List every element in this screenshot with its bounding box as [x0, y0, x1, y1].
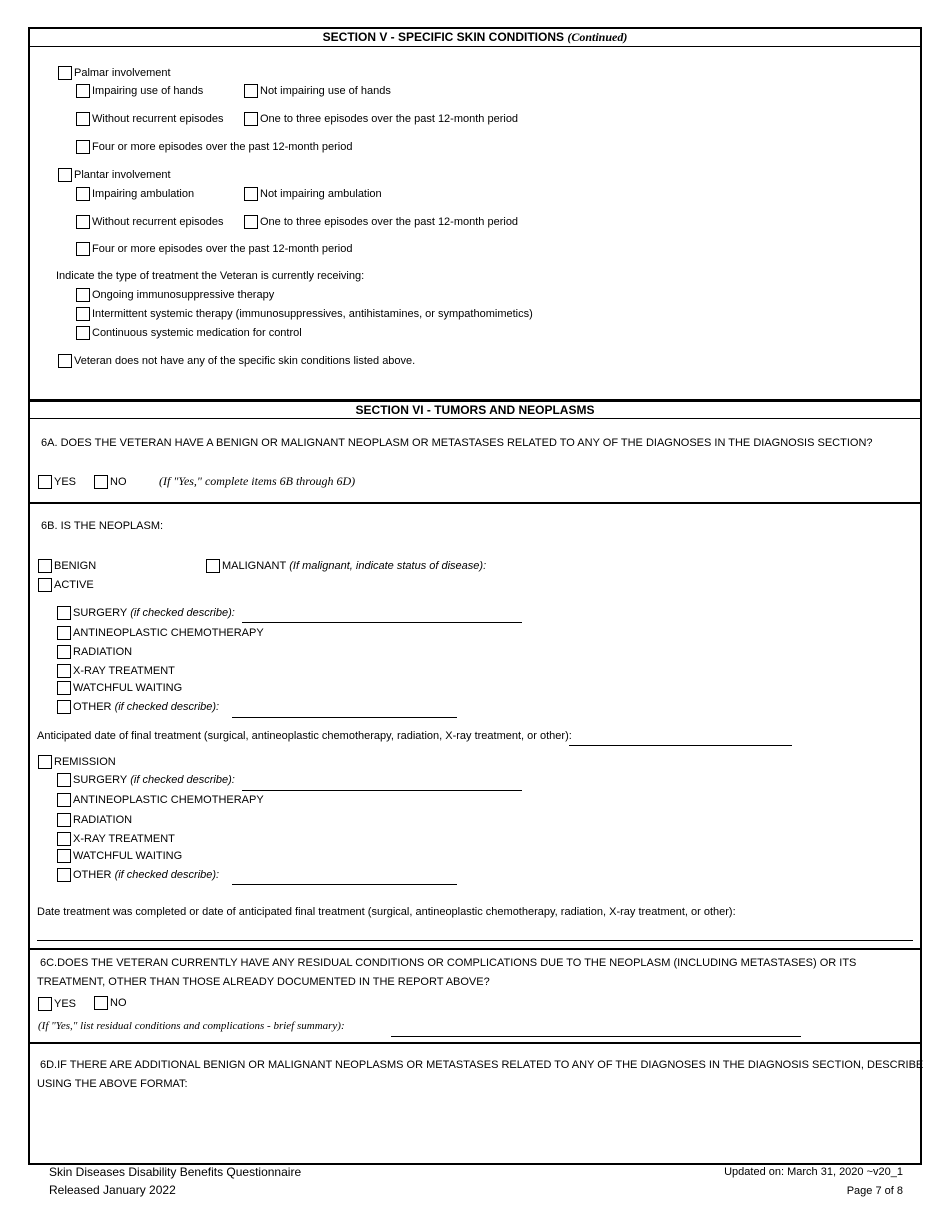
checkbox-box[interactable]	[57, 813, 71, 827]
checkbox-box[interactable]	[57, 606, 71, 620]
checkbox-box[interactable]	[38, 559, 52, 573]
anticipated-date-label: Anticipated date of final treatment (surgical, antineoplastic chemotherapy, radiation, X-ray treatment, or other):	[37, 730, 572, 742]
anticipated-date-field[interactable]	[569, 745, 792, 746]
palmar-involvement-checkbox[interactable]	[58, 66, 171, 80]
palmar-four-or-more-label: Four or more episodes over the past 12-month period	[92, 141, 353, 153]
treatment-intermittent-label: Intermittent systemic therapy (immunosuppressives, antihistamines, or sympathomimetics)	[92, 308, 533, 320]
remission-other-note: (if checked describe):	[114, 869, 220, 881]
q6b-remission-label: REMISSION	[54, 756, 116, 768]
q6a-no-checkbox[interactable]	[94, 475, 127, 489]
treatment-continuous-label: Continuous systemic medication for control	[92, 327, 302, 339]
plantar-impairing-label: Impairing ambulation	[92, 188, 195, 200]
plantar-without-recurrent-checkbox[interactable]	[76, 215, 223, 229]
checkbox-box[interactable]	[58, 66, 72, 80]
checkbox-box[interactable]	[76, 187, 90, 201]
plantar-one-to-three-label: One to three episodes over the past 12-month period	[260, 216, 519, 228]
no-specific-skin-conditions-checkbox[interactable]	[58, 354, 415, 368]
active-watchful-checkbox[interactable]	[57, 681, 182, 695]
q6a-note: (If "Yes," complete items 6B through 6D)	[159, 474, 356, 488]
q6b-remission-checkbox[interactable]	[38, 755, 116, 769]
checkbox-box[interactable]	[94, 475, 108, 489]
q6a-no-label: NO	[110, 476, 127, 488]
remission-other-checkbox[interactable]	[57, 868, 219, 882]
q6b-active-checkbox[interactable]	[38, 578, 94, 592]
active-surgery-note: (if checked describe):	[130, 607, 235, 619]
question-6c-line2: TREATMENT, OTHER THAN THOSE ALREADY DOCUMENTED IN THE REPORT ABOVE?	[37, 976, 490, 988]
palmar-not-impairing-checkbox[interactable]	[244, 84, 391, 98]
q6a-yes-checkbox[interactable]	[38, 475, 76, 489]
checkbox-box[interactable]	[57, 626, 71, 640]
q6b-top-rule	[28, 502, 922, 504]
palmar-without-recurrent-label: Without recurrent episodes	[92, 113, 224, 125]
palmar-impairing-label: Impairing use of hands	[92, 85, 204, 97]
footer-form-name: Skin Diseases Disability Benefits Questionnaire	[49, 1165, 302, 1179]
checkbox-box[interactable]	[57, 832, 71, 846]
checkbox-box[interactable]	[94, 996, 108, 1010]
active-chemo-label: ANTINEOPLASTIC CHEMOTHERAPY	[73, 627, 264, 639]
section5-header-rule	[28, 46, 922, 47]
plantar-not-impairing-label: Not impairing ambulation	[260, 188, 382, 200]
q6b-malignant-checkbox[interactable]	[206, 559, 486, 573]
active-other-note: (if checked describe):	[114, 701, 220, 713]
checkbox-box[interactable]	[76, 242, 90, 256]
checkbox-box[interactable]	[38, 578, 52, 592]
remission-watchful-checkbox[interactable]	[57, 849, 182, 863]
remission-xray-checkbox[interactable]	[57, 832, 175, 846]
active-watchful-label: WATCHFUL WAITING	[73, 682, 183, 694]
remission-xray-label: X-RAY TREATMENT	[73, 833, 175, 845]
checkbox-box[interactable]	[58, 168, 72, 182]
q6c-no-checkbox[interactable]	[94, 996, 127, 1010]
remission-surgery-label: SURGERY	[73, 774, 128, 786]
question-6a: 6A. DOES THE VETERAN HAVE A BENIGN OR MALIGNANT NEOPLASM OR METASTASES RELATED TO ANY OF THE DIAGNOSES IN THE DIAGNOSIS SECTION?	[41, 437, 873, 449]
checkbox-box[interactable]	[57, 868, 71, 882]
plantar-four-or-more-label: Four or more episodes over the past 12-month period	[92, 243, 353, 255]
section5-title-suffix: (Continued)	[567, 30, 628, 44]
plantar-one-to-three-checkbox[interactable]	[244, 215, 518, 229]
checkbox-box[interactable]	[76, 326, 90, 340]
active-radiation-checkbox[interactable]	[57, 645, 132, 659]
checkbox-box[interactable]	[76, 215, 90, 229]
treatment-intermittent-checkbox[interactable]	[76, 307, 533, 321]
checkbox-box[interactable]	[76, 307, 90, 321]
q6b-malignant-note: (If malignant, indicate status of disease):	[289, 560, 487, 572]
q6c-top-rule	[28, 948, 922, 950]
q6c-yes-label: YES	[54, 998, 77, 1010]
date-completed-field[interactable]	[37, 940, 913, 941]
remission-radiation-checkbox[interactable]	[57, 813, 132, 827]
active-xray-checkbox[interactable]	[57, 664, 175, 678]
checkbox-box[interactable]	[58, 354, 72, 368]
checkbox-box[interactable]	[57, 681, 71, 695]
q6d-response-area[interactable]	[32, 1094, 918, 1160]
section6-title: SECTION VI - TUMORS AND NEOPLASMS	[355, 403, 595, 417]
remission-chemo-label: ANTINEOPLASTIC CHEMOTHERAPY	[73, 794, 264, 806]
remission-chemo-checkbox[interactable]	[57, 793, 264, 807]
active-chemo-checkbox[interactable]	[57, 626, 264, 640]
checkbox-box[interactable]	[57, 664, 71, 678]
treatment-continuous-checkbox[interactable]	[76, 326, 302, 340]
remission-radiation-label: RADIATION	[73, 814, 133, 826]
active-other-checkbox[interactable]	[57, 700, 219, 714]
q6c-no-label: NO	[110, 997, 127, 1009]
remission-surgery-note: (if checked describe):	[130, 774, 235, 786]
palmar-without-recurrent-checkbox[interactable]	[76, 112, 223, 126]
checkbox-box[interactable]	[57, 849, 71, 863]
palmar-one-to-three-label: One to three episodes over the past 12-month period	[260, 113, 519, 125]
active-radiation-label: RADIATION	[73, 646, 133, 658]
treatment-ongoing-checkbox[interactable]	[76, 288, 274, 302]
q6b-active-label: ACTIVE	[54, 579, 94, 591]
palmar-involvement-label: Palmar involvement	[74, 67, 171, 79]
plantar-involvement-checkbox[interactable]	[58, 168, 171, 182]
checkbox-box[interactable]	[206, 559, 220, 573]
q6b-benign-checkbox[interactable]	[38, 559, 96, 573]
checkbox-box[interactable]	[38, 997, 52, 1011]
checkbox-box[interactable]	[57, 793, 71, 807]
palmar-not-impairing-label: Not impairing use of hands	[260, 85, 391, 97]
frame-top-rule	[28, 27, 922, 29]
section5-title	[28, 30, 922, 45]
plantar-involvement-label: Plantar involvement	[74, 169, 171, 181]
q6b-benign-label: BENIGN	[54, 560, 97, 572]
question-6b: 6B. IS THE NEOPLASM:	[41, 520, 164, 532]
question-6d-line2: USING THE ABOVE FORMAT:	[37, 1078, 188, 1090]
q6c-note: (If "Yes," list residual conditions and complications - brief summary):	[38, 1020, 345, 1032]
checkbox-box[interactable]	[76, 140, 90, 154]
active-surgery-description-field[interactable]	[242, 622, 522, 623]
remission-surgery-description-field[interactable]	[242, 790, 522, 791]
checkbox-box[interactable]	[57, 700, 71, 714]
no-specific-skin-conditions-label: Veteran does not have any of the specific skin conditions listed above.	[74, 355, 416, 367]
q6d-top-rule	[28, 1042, 922, 1044]
section5-title-text: SECTION V - SPECIFIC SKIN CONDITIONS	[322, 30, 564, 44]
checkbox-box[interactable]	[244, 215, 258, 229]
treatment-prompt: Indicate the type of treatment the Veteran is currently receiving:	[56, 270, 365, 282]
checkbox-box[interactable]	[76, 288, 90, 302]
section6-header-rule	[28, 418, 922, 419]
q6c-summary-field[interactable]	[391, 1036, 801, 1037]
checkbox-box[interactable]	[57, 645, 71, 659]
plantar-without-recurrent-label: Without recurrent episodes	[92, 216, 224, 228]
active-surgery-label: SURGERY	[73, 607, 128, 619]
checkbox-box[interactable]	[76, 112, 90, 126]
palmar-impairing-checkbox[interactable]	[76, 84, 203, 98]
palmar-one-to-three-checkbox[interactable]	[244, 112, 518, 126]
plantar-impairing-checkbox[interactable]	[76, 187, 194, 201]
date-completed-label: Date treatment was completed or date of anticipated final treatment (surgical, antineoplastic chemotherapy, radiation, X-ray treatment, or other):	[37, 906, 736, 918]
checkbox-box[interactable]	[38, 755, 52, 769]
treatment-ongoing-label: Ongoing immunosuppressive therapy	[92, 289, 275, 301]
active-xray-label: X-RAY TREATMENT	[73, 665, 175, 677]
active-other-label: OTHER	[73, 701, 112, 713]
plantar-not-impairing-checkbox[interactable]	[244, 187, 382, 201]
remission-other-label: OTHER	[73, 869, 112, 881]
footer-page-number: Page 7 of 8	[846, 1185, 903, 1197]
checkbox-box[interactable]	[244, 112, 258, 126]
plantar-four-or-more-checkbox[interactable]	[76, 242, 352, 256]
checkbox-box[interactable]	[76, 84, 90, 98]
section6-top-rule	[28, 399, 922, 402]
q6c-yes-checkbox[interactable]	[38, 997, 76, 1011]
checkbox-box[interactable]	[57, 773, 71, 787]
remission-surgery-checkbox[interactable]	[57, 773, 235, 787]
checkbox-box[interactable]	[244, 187, 258, 201]
checkbox-box[interactable]	[244, 84, 258, 98]
footer-released: Released January 2022	[49, 1183, 176, 1197]
footer-updated: Updated on: March 31, 2020 ~v20_1	[724, 1166, 903, 1178]
remission-watchful-label: WATCHFUL WAITING	[73, 850, 183, 862]
question-6c-line1: 6C.DOES THE VETERAN CURRENTLY HAVE ANY RESIDUAL CONDITIONS OR COMPLICATIONS DUE TO THE NEOPLASM (INCLUDING METASTASES) OR ITS	[40, 957, 857, 969]
active-surgery-checkbox[interactable]	[57, 606, 235, 620]
q6a-yes-label: YES	[54, 476, 77, 488]
checkbox-box[interactable]	[38, 475, 52, 489]
active-other-description-field[interactable]	[232, 717, 457, 718]
question-6d-line1: 6D.IF THERE ARE ADDITIONAL BENIGN OR MALIGNANT NEOPLASMS OR METASTASES RELATED TO ANY OF THE DIAGNOSES IN THE DIAGNOSIS SECTION, DESCRIBE	[40, 1059, 924, 1071]
palmar-four-or-more-checkbox[interactable]	[76, 140, 352, 154]
q6b-malignant-label: MALIGNANT	[222, 560, 287, 572]
remission-other-description-field[interactable]	[232, 884, 457, 885]
